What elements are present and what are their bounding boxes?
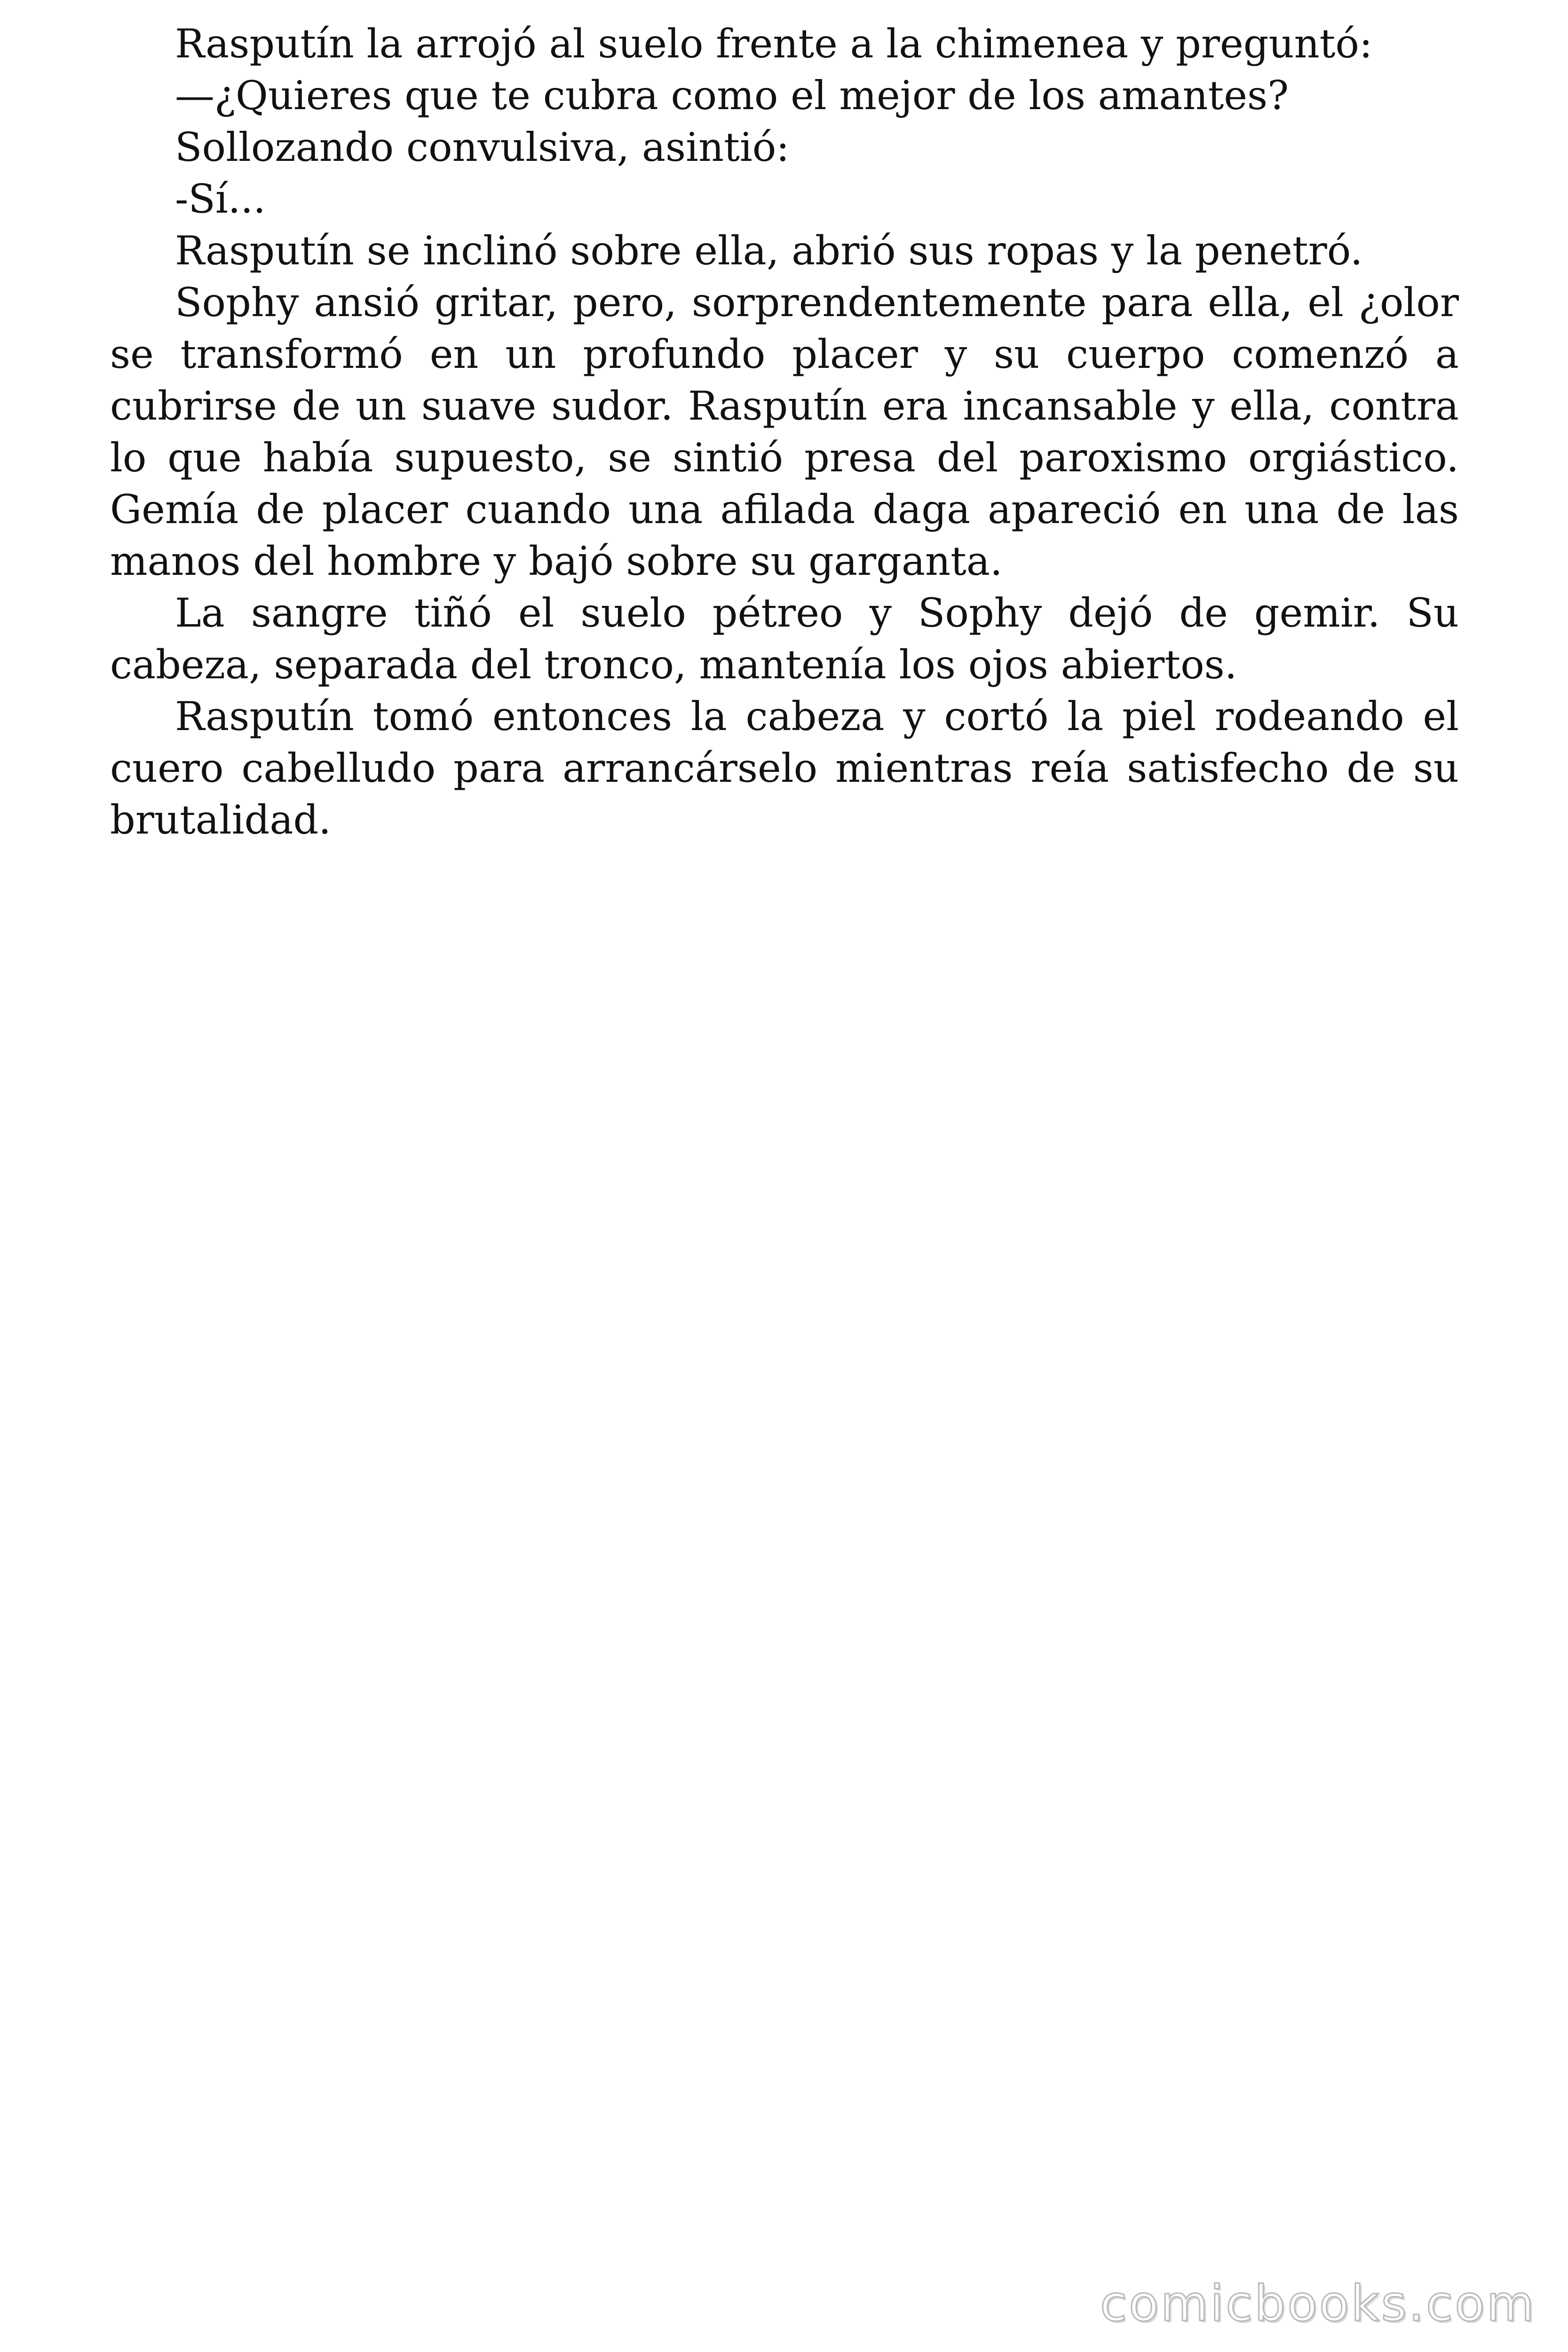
paragraph: Rasputín se inclinó sobre ella, abrió sus ropas y la penetró. bbox=[175, 228, 1363, 274]
paragraph: Rasputín tomó entonces la cabeza y cortó la piel rodeando el cuero cabelludo para arrancárselo mientras reía satisfecho de su brutalidad. bbox=[110, 693, 1459, 843]
watermark: comicbooks.com bbox=[1100, 2275, 1536, 2332]
paragraph: -Sí... bbox=[175, 176, 266, 222]
paragraph: La sangre tiñó el suelo pétreo y Sophy dejó de gemir. Su cabeza, separada del tronco, mantenía los ojos abiertos. bbox=[110, 590, 1459, 688]
paragraph: Sophy ansió gritar, pero, sorprendentemente para ella, el ¿olor se transformó en un profundo placer y su cuerpo comenzó a cubrirse de un suave sudor. Rasputín era incansable y ella, contra lo que había supuesto, se sintió presa del paroxismo orgiástico. Gemía de placer cuando una afilada daga apareció en una de las manos del hombre y bajó sobre su garganta. bbox=[110, 279, 1459, 584]
paragraph: Sollozando convulsiva, asintió: bbox=[175, 124, 790, 170]
body-text bbox=[110, 18, 1459, 846]
paragraph: —¿Quieres que te cubra como el mejor de los amantes? bbox=[175, 72, 1289, 119]
paragraph: Rasputín la arrojó al suelo frente a la chimenea y preguntó: bbox=[175, 21, 1373, 67]
